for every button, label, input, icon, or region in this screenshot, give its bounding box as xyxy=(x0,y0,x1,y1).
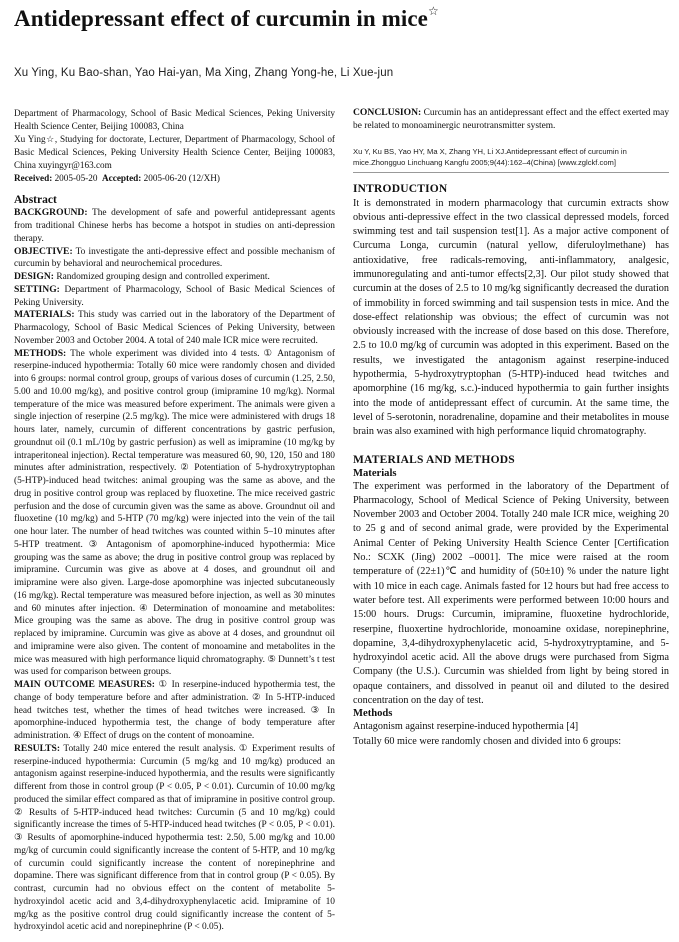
materials-subheading: Materials xyxy=(353,467,397,479)
dates-line xyxy=(14,172,335,185)
results-label: RESULTS: xyxy=(14,742,61,754)
author-list: Xu Ying, Ku Bao-shan, Yao Hai-yan, Ma Xing, Zhang Yong-he, Li Xue-jun xyxy=(14,67,394,79)
abstract-objective xyxy=(14,246,335,272)
methods-subtitle: Antagonism against reserpine-induced hypothermia [4] xyxy=(353,721,579,733)
setting-text: Department of Pharmacology, School of Basic Medical Sciences of Peking University. xyxy=(14,284,335,308)
background-text: The development of safe and powerful antidepressant agents from traditional Chinese herbs has become a hotspot in studies on anti-depression therapy. xyxy=(14,208,335,244)
title-footnote-mark: ☆ xyxy=(428,4,439,18)
affiliation-dept: Department of Pharmacology, School of Basic Medical Sciences, Peking University Health Science Center, Beijing 100083, China xyxy=(14,108,335,131)
accepted-label: Accepted: xyxy=(102,172,142,183)
right-column xyxy=(353,107,669,939)
materials-body: The experiment was performed in the laboratory of the Department of Pharmacology, School of Medical Science of Peking University, between November 2003 and October 2004. Totally 240 male ICR mice, weighing 20 to 25 g and of second animal grade, were provided by the Experimental Animal Center of Peking University Health Science Center [Certification No.: SCXK (Jing) 2002 –0001]. The mice were raised at the room temperature of (22±1)℃ and humidity of (50±10) % under the nature light with 10 mice in each cage. Animals fasted for 12 hours but had free access to water before test. All experiments were performed between 10:00 hours and 15:00 hours. Drugs: Curcumin, imipramine, fluoxetine hydrochloride, reserpine, fluoxertine hydrochloride, monoamine oxidase, norepinephrine, dopamine, 3,4-dihydroxyphenylacetic acid, 5-hydroxytryptamine, and 5-hydroxyindol acetic acid. All the above drugs were purchased from Sigma Company (the U.S.). Curcumin was shielded from light by being stored in opaque containers, and dissolved in peanut oil and diluted to the desired concentration on the day of test. xyxy=(353,480,669,706)
abstract-design xyxy=(14,271,335,284)
abstract-methods xyxy=(14,348,335,680)
left-column xyxy=(14,107,335,939)
abstract-materials xyxy=(14,309,335,347)
abstract-results xyxy=(14,743,335,934)
abstract-setting xyxy=(14,284,335,310)
outcome-text: ① In reserpine-induced hypothermia test, the change of body temperature before and after administration. ② In 5-HTP-induced head twitches test, whether the times of head twitches were increased. ③ In apomorphine-induced hypothermia test, the change of body temperature after administration. ④ Effect of drugs on the content of monoamine. xyxy=(14,680,335,742)
introduction-text: It is demonstrated in modern pharmacology that curcumin extracts show obvious anti-depressive effect in the two classical depressed models, forced swimming test and tail suspension test[1]. As a major active component of Curcuma Longa, curcumin (natural yellow, diferuloylmethane) has antioxidative, free radicals-removing, anti-inflammatory, analgesic, immunoregulating and anti-tumor effects[2,3]. Our pilot study showed that curcumin at the doses of 2.5 to 10 mg/kg significantly decreased the duration of immobility in forced swimming and tail suspension tests in mice. And the dose-effect relationship was obvious; the effect of curcumin was not obviously increased with the increase of dose based on this dose. Therefore, 2.5 to 10.0 mg/kg of curcumin was adopted in this experiment. Based on the results, we investigated the antagonism against reserpine-induced hypothermia, 5-hydroxytryptophan (5-HTP)-induced head twitches and apomorphine (16 mg/kg, s.c.)-induced hypothermia to gain further insights into the mode of antidepressant effect of curcumin. At the same time, the level of 5-serotonin, noradrenaline, dopamine and their metabolites in mouse brain was also examined with high performance liquid chromatography. xyxy=(353,197,669,438)
design-label: DESIGN: xyxy=(14,271,54,283)
outcome-label: MAIN OUTCOME MEASURES: xyxy=(14,679,155,691)
setting-label: SETTING: xyxy=(14,283,60,295)
design-text: Randomized grouping design and controlled experiment. xyxy=(56,272,270,283)
methods-text: The whole experiment was divided into 4 tests. ① Antagonism of reserpine-induced hypothermia: Totally 60 mice were randomly chosen and divided into 6 groups: normal control group, groups of various doses of curcumin (1.25, 2.50, 5.00 and 10.00 mg/kg), and positive control group (imipramine 10 mg/kg). Normal temperature of the mice was measured before experiment. The animals were given a single injection of reserpine (2.5 mg/kg). The mice were administered with drugs 18 hours later, namely, curcumin of different concentrations by gastric perfusion, groundnut oil (0.1 mL/10g by gastric perfusion) as well as imipramine (10 mg/kg by intraperitoneal injection). Rectal temperature was measured 60, 90, 120, 150 and 180 minutes after administration, respectively. ② Potentiation of 5-hydroxytryptophan (5-HTP)-induced head twitches: animal grouping was the same as above, and the drug in positive control group was replaced by fluoxetine. The mice received gastric perfusion and the dose of curcumin given was the same as above. Groundnut oil and fluoxetine (10 mg/kg) and 5-HTP (70 mg/kg) were injected into the vein of the tail one hour later. The number of head twitches was counted within 5–10 minutes after 5-HTP treatment. ③ Antagonism of apomorphine-induced hypothermia: Mice grouping was the same as above; the drug in positive control group was replaced by imipramine. Curcumin was give as above at 4 doses, and groundnut oil and imipramine were also given. Large-dose apomorphine was injected subcutaneously (16 mg/kg). Rectal temperature was measured before injection, as well as 30 minutes and 60 minutes after injection. ④ Determination of monoamine and metabolites: Mice grouping was the same as above. The drug in positive control group was replaced by imipramine. Curcumin was give as above at 4 doses, and groundnut oil and imipramine were also given. The content of monoamine and metabolites in the mice was measured with high performance liquid chromatography. ⑤ Dunnett’s t test was used for comparison between groups. xyxy=(14,348,335,678)
citation: Xu Y, Ku BS, Yao HY, Ma X, Zhang YH, Li XJ.Antidepressant effect of curcumin in mice.Zhongguo Linchuang Kangfu 2005;9(44):162–4(China) [www.zglckf.com] xyxy=(353,146,627,167)
title-text: Antidepressant effect of curcumin in mice xyxy=(14,6,428,31)
conclusion-text: Curcumin has an antidepressant effect and the effect exerted may be related to monoaminergic neurotransmitter system. xyxy=(353,108,669,131)
conclusion-label: CONCLUSION: xyxy=(353,107,422,118)
author-note: Xu Ying☆, Studying for doctorate, Lecturer, Department of Pharmacology, School of Basic Medical Sciences, Peking University Health Science Center, Beijing 100083, China xuyingyr@163.com xyxy=(14,133,335,170)
accepted-date: 2005-06-20 (12/XH) xyxy=(143,172,220,183)
paper-title xyxy=(14,6,439,32)
results-text: Totally 240 mice entered the result analysis. ① Experiment results of reserpine-induced hypothermia: Curcumin (5 mg/kg and 10 mg/kg) produced an antagonism against reserpine-induced hypothermia, and the results were significantly different from those in control group (P < 0.05, P < 0.01). Curcumin of 10.00 mg/kg produced the similar effect compared as that of imipramine in positive control group. ② Results of 5-HTP-induced head twitches: Curcumin (5 and 10 mg/kg) could significantly increase the times of 5-HTP-induced head twitches (P < 0.05, P < 0.01). ③ Results of apomorphine-induced hypothermia test: 2.50, 5.00 mg/kg and 10.00 mg/kg of curcumin could significantly increase the content of 5-HTP, and 10 mg/kg of curcumin could significantly increase the content of norepinephrine and dopamine. There was significant difference from that in control group (P < 0.05). By contrast, curcumin had no obvious effect on the content of metabolite 5-hydroxyindol acetic acid and 3,4-dihydroxyphenylacetic acid. Imipramine of 10 mg/kg as the positive control drug could significantly increase the content of 5-hydroxyindol acetic acid and norepinephrine (P < 0.05). xyxy=(14,743,335,933)
introduction-heading: INTRODUCTION xyxy=(353,182,448,195)
methods-label: METHODS: xyxy=(14,347,67,359)
received-label: Received: xyxy=(14,172,53,183)
abstract-heading: Abstract xyxy=(14,194,57,207)
abstract-background xyxy=(14,207,335,245)
methods-body: Totally 60 mice were randomly chosen and divided into 6 groups: xyxy=(353,735,622,747)
materials-text: This study was carried out in the laboratory of the Department of Pharmacology, School of Basic Medical Sciences of Peking University, between November 2003 and October 2004. A total of 240 male ICR mice were recruited. xyxy=(14,310,335,346)
methods-subheading: Methods xyxy=(353,708,393,720)
objective-label: OBJECTIVE: xyxy=(14,245,73,257)
abstract-outcome xyxy=(14,679,335,743)
objective-text: To investigate the anti-depressive effect and possible mechanism of curcumin by behavioral and neurochemical procedures. xyxy=(14,246,335,270)
background-label: BACKGROUND: xyxy=(14,207,88,219)
citation-divider xyxy=(353,172,669,173)
materials-methods-heading: MATERIALS AND METHODS xyxy=(353,453,515,466)
received-date: 2005-05-20 xyxy=(54,172,98,183)
materials-label: MATERIALS: xyxy=(14,309,75,321)
abstract-conclusion xyxy=(353,107,669,133)
